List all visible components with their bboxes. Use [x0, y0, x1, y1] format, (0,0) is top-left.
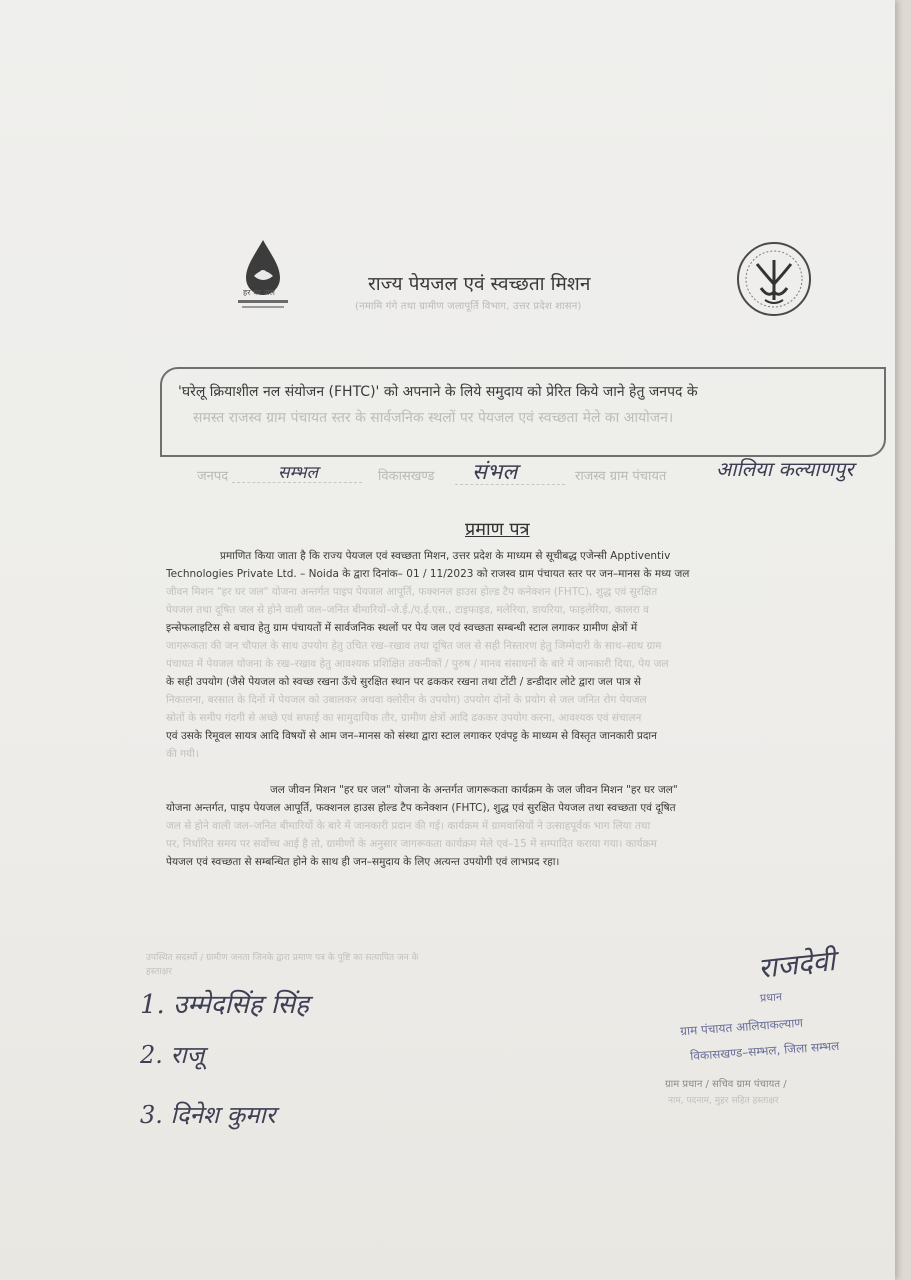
block-value: संभल [472, 460, 518, 485]
witness-signature-1: 1. उम्मेदसिंह सिंह [140, 990, 309, 1020]
village-value: आलिया कल्याणपुर [716, 457, 854, 481]
para1-line: इन्सेफलाइटिस से बचाव हेतु ग्राम पंचायतों में सार्वजनिक स्थलों पर पेय जल एवं स्वच्छता सम्बन्धी स्टाल लगाकर ग्रामीण क्षेत्रों में [166, 622, 638, 634]
district-label: जनपद [197, 469, 229, 484]
banner-line-2: समस्त राजस्व ग्राम पंचायत स्तर के सार्वजनिक स्थलों पर पेयजल एवं स्वच्छता मेले का आयोजन। [193, 410, 674, 426]
village-label: राजस्व ग्राम पंचायत [575, 469, 667, 484]
para1-line: निकालना, बरसात के दिनों में पेयजल को उबालकर अथवा क्लोरीन के उपयोग) उपयोग दोनों के प्रयोग से जल जनित रोग पेयजल [166, 694, 647, 706]
certificate-paragraph-1 [166, 547, 878, 763]
para2-line: पेयजल एवं स्वच्छता से सम्बन्धित होने के साथ ही जन–समुदाय के लिए अत्यन्त उपयोगी एवं लाभप्रद रहा। [166, 856, 560, 868]
page-subtitle: (नमामि गंगे तथा ग्रामीण जलापूर्ति विभाग, उत्तर प्रदेश शासन) [355, 301, 582, 312]
para1-line: Technologies Private Ltd. – Noida के द्वारा दिनांक– 01 / 11/2023 को राजस्व ग्राम पंचायत स्तर पर जन–मानस के मध्य जल [166, 568, 690, 580]
para2-line: जल से होने वाली जल–जनित बीमारियों के बारे में जानकारी प्रदान की गई। कार्यक्रम में ग्रामवासियों ने उत्साहपूर्वक भाग लिया तथा [166, 820, 651, 832]
para1-line: जीवन मिशन "हर घर जल" योजना अन्तर्गत पाइप पेयजल आपूर्ति, फक्शनल हाउस होल्ड टैप कनेक्शन (FHTC), शुद्ध एवं सुरक्षित [166, 586, 658, 598]
up-government-emblem [735, 240, 813, 318]
para1-line: स्रोतों के समीप गंदगी से अच्छे एवं सफाई का सामुदायिक तौर, ग्रामीण क्षेत्रों आदि ढककर उपयोग करना, आवश्यक एवं संचालन [166, 712, 642, 724]
stamp-block-district: विकासखण्ड–सम्भल, जिला सम्भल [689, 1038, 840, 1064]
para1-line: पंचायत में पेयजल योजना के रख–रखाव हेतु आवश्यक प्रशिक्षित तकनीकों / पुरुष / मानव संसाधनों के बारे में जानकारी दिया, पेय जल [166, 658, 669, 670]
certificate-heading: प्रमाण पत्र [465, 519, 530, 540]
block-label: विकासखण्ड [378, 469, 435, 484]
logo-caption: हर घर जल [243, 288, 275, 297]
para1-line: प्रमाणित किया जाता है कि राज्य पेयजल एवं स्वच्छता मिशन, उत्तर प्रदेश के माध्यम से सूचीबद्ध एजेन्सी Apptiventiv [220, 550, 671, 562]
witness-signature-3: 3. दिनेश कुमार [140, 1101, 276, 1129]
para1-line: पेयजल तथा दूषित जल से होने वाली जल–जनित बीमारियों–जे.ई./ए.ई.एस., टाइफाइड, मलेरिया, डायरिया, फाइलेरिया, कालरा व [166, 604, 649, 616]
para2-line: योजना अन्तर्गत, पाइप पेयजल आपूर्ति, फक्शनल हाउस होल्ड टैप कनेक्शन (FHTC), शुद्ध एवं सुरक्षित पेयजल तथा स्वच्छता एवं दूषित [166, 802, 676, 814]
pradhan-caption-1: ग्राम प्रधान / सचिव ग्राम पंचायत / [665, 1079, 787, 1090]
witness-signature-2: 2. राजू [140, 1041, 205, 1069]
para2-line: जल जीवन मिशन "हर घर जल" योजना के अन्तर्गत जागरूकता कार्यक्रम के जल जीवन मिशन "हर घर जल" [270, 784, 678, 796]
stamp-designation: प्रधान [759, 990, 783, 1005]
para1-line: के सही उपयोग (जैसे पेयजल को स्वच्छ रखना ऊँचे सुरक्षित स्थान पर ढककर रखना तथा टोंटी / डन्डीदार लोटे द्वारा जल पात्र से [166, 676, 641, 688]
para2-line: पर, निर्धारित समय पर सर्वोच्च आई है तो, ग्रामीणों के अनुसार जागरूकता कार्यक्रम मेले एवं–15 में सम्पादित कराया गया। कार्यक्रम [166, 838, 657, 850]
certificate-paragraph-2 [166, 781, 878, 871]
pradhan-signature: राजदेवी [756, 944, 837, 985]
para1-line: जागरूकता की जन चौपाल के साथ उपयोग हेतु उचित रख–रखाव तथा दूषित जल से सही निस्तारण हेतु जिम्मेदारी के साथ–साथ ग्राम [166, 640, 662, 652]
block-underline [455, 484, 565, 485]
banner-line-1: 'घरेलू क्रियाशील नल संयोजन (FHTC)' को अपनाने के लिये समुदाय को प्रेरित किये जाने हेतु जनपद के [178, 384, 698, 400]
har-ghar-jal-logo [218, 236, 308, 316]
pradhan-caption-2: नाम, पदनाम, मुहर सहित हस्ताक्षर [668, 1096, 779, 1106]
page-title: राज्य पेयजल एवं स्वच्छता मिशन [368, 273, 591, 295]
district-value: सम्भल [278, 463, 319, 483]
witness-intro-2: हस्ताक्षर [146, 967, 172, 977]
stamp-village: ग्राम पंचायत आलियाकल्याण [679, 1015, 804, 1039]
district-underline [232, 482, 362, 483]
witness-intro: उपस्थित सदस्यों / ग्रामीण जनता जिनके द्वारा प्रमाण पत्र के पुष्टि का सत्यापित जन के [146, 953, 419, 963]
para1-line: एवं उसके रिमूवल सायत्र आदि विषयों से आम जन–मानस को संस्था द्वारा स्टाल लगाकर एवंपट्ट के माध्यम से विस्तृत जानकारी प्रदान [166, 730, 657, 742]
para1-line: की गयी। [166, 748, 199, 760]
